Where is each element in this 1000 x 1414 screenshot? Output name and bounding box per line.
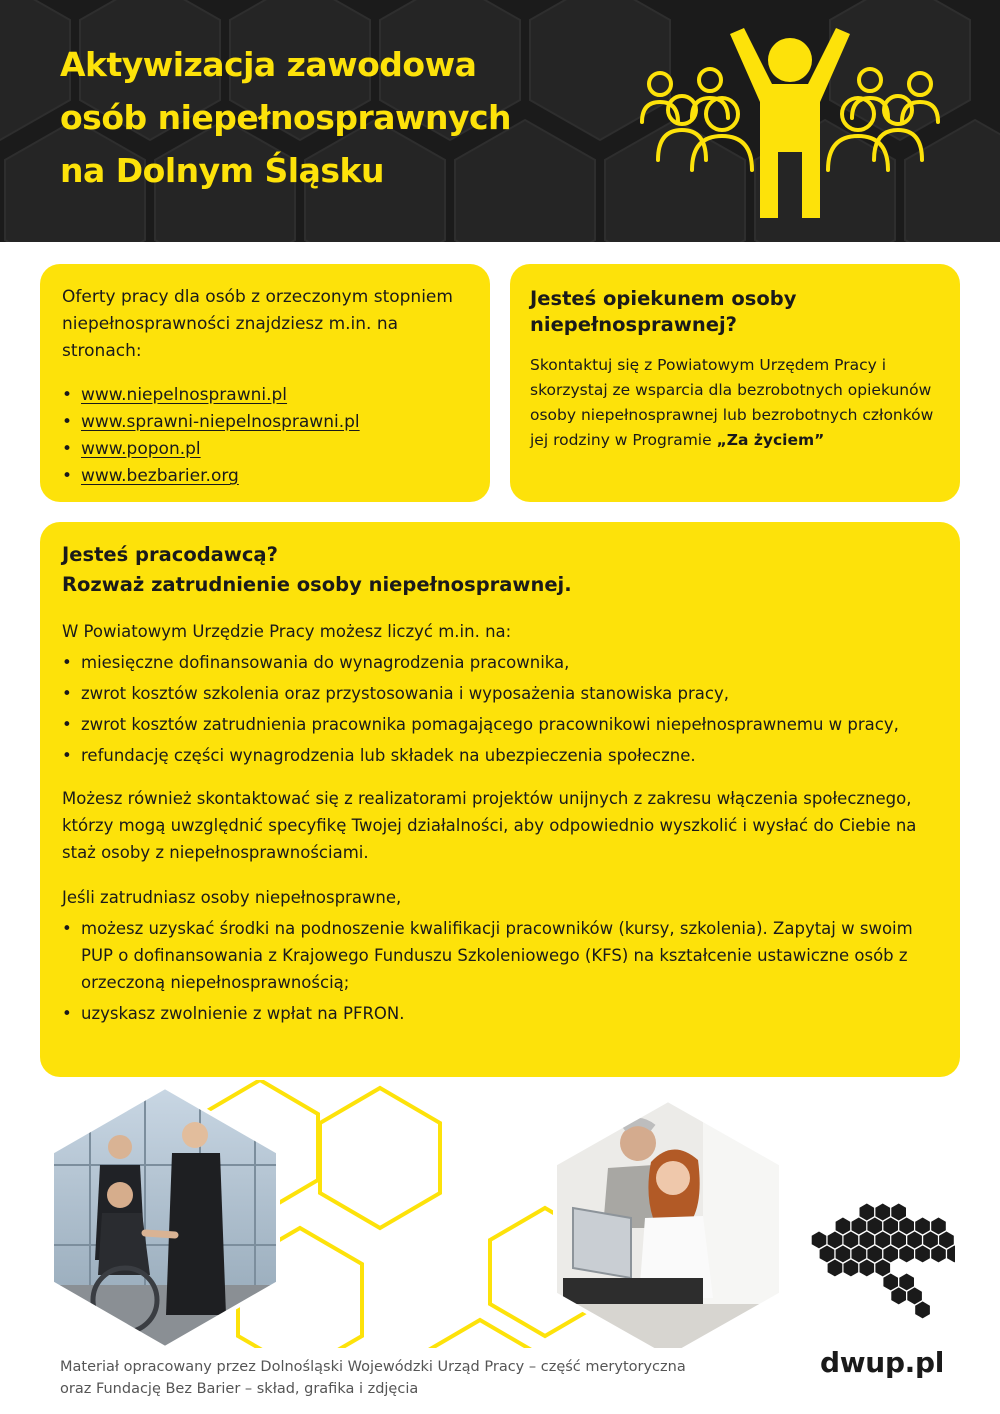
job-offers-card [40,264,490,502]
logo-hexagon [931,1218,946,1235]
logo-hexagon [828,1260,843,1277]
people-group-raised-arms-icon [630,22,950,227]
photo-handshake-wheelchair [50,1085,280,1350]
caregiver-card [510,264,960,502]
logo-hexagon [899,1274,914,1291]
credits-text [60,1356,686,1400]
list-item: • miesięczne dofinansowania do wynagrodzenia pracownika, [62,649,938,676]
logo-hexagon [875,1232,890,1249]
caregiver-body: Skontaktuj się z Powiatowym Urzędem Pracy i skorzystaj ze wsparcia dla bezrobotnych opiekunów osoby niepełnosprawnej lub bezrobotnych członków jej rodziny w Programie [530,356,934,449]
logo-hexagon [828,1232,843,1249]
if-employ-text: Jeśli zatrudniasz osoby niepełnosprawne, [62,888,402,907]
dwup-logo-hexagons-icon [805,1200,955,1340]
link-popon[interactable]: www.popon.pl [81,439,201,459]
logo-hexagon [907,1232,922,1249]
logo-hexagon [939,1232,954,1249]
logo-hexagon [867,1246,882,1263]
list-item: • możesz uzyskać środki na podnoszenie kwalifikacji pracowników (kursy, szkolenia). Zapytaj w swoim PUP o dofinansowania z Krajowego Funduszu Szkoleniowego (KFS) na kształcenie ustawiczne osób z orzeczoną niepełnosprawnością; [62,915,938,996]
logo-hexagon [820,1246,835,1263]
list-item [62,382,468,409]
logo-hexagon [875,1204,890,1221]
logo-hexagon [860,1204,875,1221]
job-offers-intro: Oferty pracy dla osób z orzeczonym stopniem niepełnosprawności znajdziesz m.in. na stronach: [62,287,453,361]
list-item [62,409,468,436]
link-bezbarier[interactable]: www.bezbarier.org [81,466,239,486]
list-item: • zwrot kosztów szkolenia oraz przystosowania i wyposażenia stanowiska pracy, [62,680,938,707]
title-line-3: na Dolnym Śląsku [60,151,384,190]
brand-name[interactable]: dwup.pl [820,1346,945,1379]
title-line-1: Aktywizacja zawodowa [60,45,477,84]
list-item [62,436,468,463]
logo-hexagon [836,1246,851,1263]
logo-hexagon [891,1232,906,1249]
program-name: „Za życiem” [716,431,825,449]
logo-hexagon [844,1260,859,1277]
employer-heading-line-1: Jesteś pracodawcą? [62,543,278,566]
logo-hexagon [883,1218,898,1235]
employ-benefits-list [62,915,938,1027]
logo-hexagon [860,1260,875,1277]
caregiver-text [530,353,940,453]
logo-hexagon [875,1260,890,1277]
logo-hexagon [915,1246,930,1263]
logo-hexagon [947,1246,955,1263]
logo-hexagon [836,1218,851,1235]
employer-heading-line-2: Rozważ zatrudnienie osoby niepełnosprawnej. [62,573,572,596]
eu-projects-text: Możesz również skontaktować się z realizatorami projektów unijnych z zakresu włączenia społecznego, którzy mogą uwzględnić specyfikę Twojej działalności, aby odpowiednio wyszkolić i wysłać do Ciebie na staż osoby z niepełnosprawnościami. [62,789,917,862]
employer-card [40,522,960,1077]
credits-line-1: Materiał opracowany przez Dolnośląski Wojewódzki Urząd Pracy – część merytoryczna [60,1359,686,1375]
employer-lead: W Powiatowym Urzędzie Pracy możesz liczyć m.in. na: [62,622,512,641]
link-niepelnosprawni[interactable]: www.niepelnosprawni.pl [81,385,288,405]
logo-hexagon [891,1204,906,1221]
logo-hexagon [812,1232,827,1249]
logo-hexagon [867,1218,882,1235]
link-sprawni-niepelnosprawni[interactable]: www.sprawni-niepelnosprawni.pl [81,412,360,432]
logo-hexagon [852,1246,867,1263]
caregiver-heading: Jesteś opiekunem osoby niepełnosprawnej? [530,287,797,336]
footer-credits [0,1348,730,1414]
logo-hexagon [923,1232,938,1249]
employer-heading [62,540,938,600]
list-item: • refundację części wynagrodzenia lub składek na ubezpieczenia społeczne. [62,742,938,769]
logo-hexagon [891,1287,906,1304]
logo-hexagon [899,1246,914,1263]
benefits-list [62,649,938,769]
logo-hexagon [931,1246,946,1263]
job-links-list [62,382,468,490]
credits-line-2: oraz Fundację Bez Barier – skład, grafika i zdjęcia [60,1381,419,1397]
logo-hexagon [852,1218,867,1235]
logo-hexagon [899,1218,914,1235]
logo-hexagon [907,1287,922,1304]
logo-hexagon [883,1246,898,1263]
logo-hexagon [915,1301,930,1318]
logo-hexagon [860,1232,875,1249]
logo-hexagon [915,1218,930,1235]
list-item [62,463,468,490]
page-title [60,38,511,197]
header-banner [0,0,1000,242]
list-item: • uzyskasz zwolnienie z wpłat na PFRON. [62,1000,938,1027]
photo-office-laptop [553,1098,783,1360]
title-line-2: osób niepełnosprawnych [60,98,512,137]
list-item: • zwrot kosztów zatrudnienia pracownika pomagającego pracownikowi niepełnosprawnemu w pracy, [62,711,938,738]
logo-hexagon [883,1274,898,1291]
logo-hexagon [844,1232,859,1249]
